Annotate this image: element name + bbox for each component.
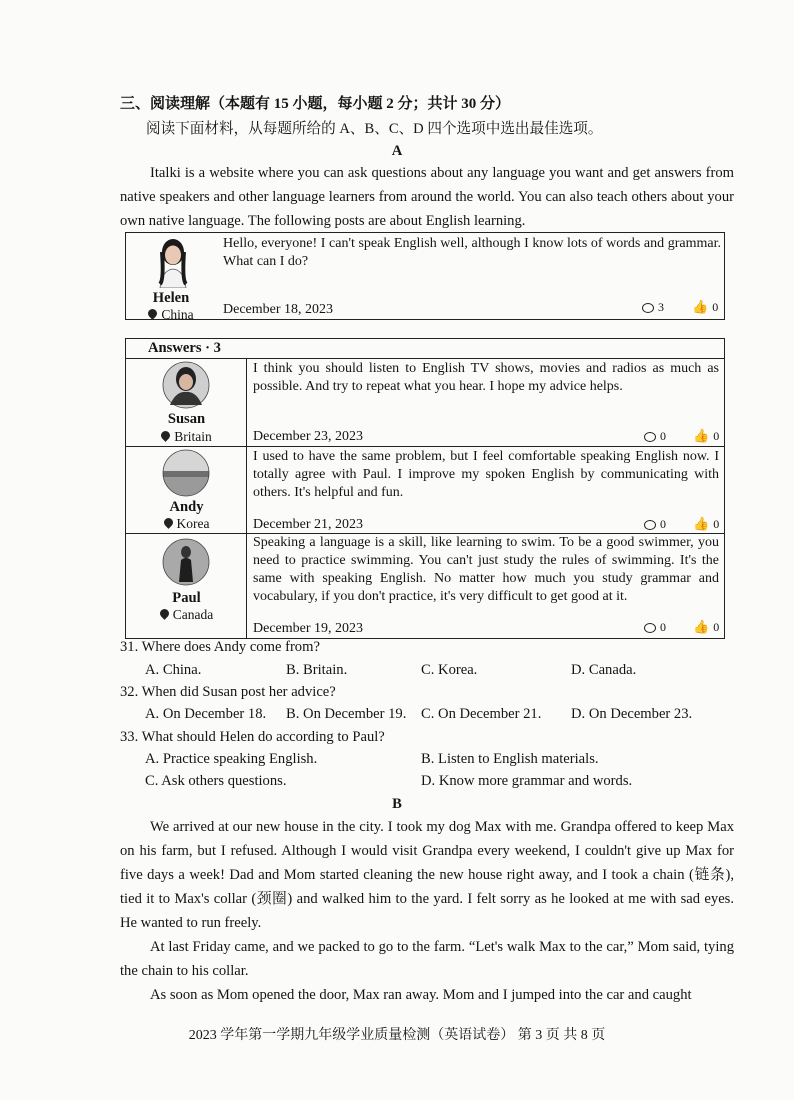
susan-location (126, 429, 247, 445)
susan-answer-date: December 23, 2023 (253, 429, 364, 444)
passage-b-paragraph: We arrived at our new house in the city. I took my dog Max with me. Grandpa offered to keep Max on his farm, but I refused. Although I would visit Grandpa every weekend, I couldn't give up Max for five days a week! Dad and Mom started cleaning the new house right away, and I took a chain (链条), tied it to Max's collar (颈圈) and walked him to the yard. I felt sorry as he looked at me with sad eyes. He wanted to run freely. (120, 819, 734, 931)
andy-location (126, 516, 247, 532)
andy-name: Andy (169, 499, 204, 515)
passage-b-body (120, 815, 734, 1007)
answers-header: Answers · 3 (126, 339, 724, 359)
paul-like-count: 0 (713, 619, 720, 634)
helen-comment-count: 3 (658, 300, 664, 314)
andy-answer-text: I used to have the same problem, but I feel comfortable speaking English now. I totally agree with Paul. I improve my spoken English by communicating with others. It's helpful and fun. (253, 449, 719, 500)
comment-bubble-icon (644, 520, 656, 530)
susan-comment-count: 0 (660, 429, 666, 443)
answer-row-paul (126, 534, 724, 638)
susan-like-count: 0 (713, 428, 720, 443)
susan-answer-text: I think you should listen to English TV shows, movies and radios as much as possible. And try to repeat what you hear. I hope my advice helps. (253, 361, 719, 394)
location-pin-icon (147, 307, 160, 320)
q33-option-c[interactable]: C. Ask others questions. (145, 773, 287, 789)
section-instruction: 阅读下面材料，从每题所给的 A、B、C、D 四个选项中选出最佳选项。 (146, 121, 603, 137)
answers-table (125, 338, 725, 639)
passage-b-paragraph: At last Friday came, and we packed to go to the farm. “Let's walk Max to the car,” Mom said, tying the chain to his collar. (120, 939, 734, 979)
susan-likes[interactable] (693, 428, 719, 444)
paul-location-text: Canada (172, 607, 214, 622)
q32-option-d[interactable]: D. On December 23. (571, 706, 693, 722)
comment-bubble-icon (644, 432, 656, 442)
andy-answer-date: December 21, 2023 (253, 517, 364, 532)
helen-comments[interactable] (642, 300, 664, 315)
helen-like-count: 0 (712, 299, 719, 314)
andy-avatar (162, 449, 210, 497)
helen-avatar (150, 236, 196, 288)
q32-option-a[interactable]: A. On December 18. (145, 706, 267, 722)
thumbs-up-icon: 👍 (693, 619, 710, 634)
q31-option-c[interactable]: C. Korea. (421, 662, 478, 678)
susan-comments[interactable] (644, 429, 666, 444)
location-pin-icon (158, 607, 171, 620)
andy-comment-count: 0 (660, 517, 666, 531)
question-33: 33. What should Helen do according to Paul? (120, 729, 385, 745)
section-title: 三、阅读理解（本题有 15 小题，每小题 2 分；共计 30 分） (120, 96, 511, 112)
helen-location-text: China (161, 307, 194, 322)
location-pin-icon (159, 429, 172, 442)
thumbs-up-icon: 👍 (693, 428, 710, 443)
question-31: 31. Where does Andy come from? (120, 639, 320, 655)
andy-likes[interactable] (693, 516, 719, 532)
q31-option-d[interactable]: D. Canada. (571, 662, 637, 678)
question-32: 32. When did Susan post her advice? (120, 684, 336, 700)
q32-option-c[interactable]: C. On December 21. (421, 706, 542, 722)
susan-location-text: Britain (174, 429, 212, 444)
question-post (125, 232, 725, 320)
location-pin-icon (162, 516, 175, 529)
paul-comment-count: 0 (660, 620, 666, 634)
comment-bubble-icon (642, 303, 654, 313)
thumbs-up-icon: 👍 (693, 516, 710, 531)
answer-row-andy (126, 447, 724, 534)
page-footer: 2023 学年第一学期九年级学业质量检测（英语试卷） 第 3 页 共 8 页 (188, 1028, 606, 1043)
thumbs-up-icon: 👍 (692, 299, 709, 314)
andy-comments[interactable] (644, 517, 666, 532)
passage-b-paragraph: As soon as Mom opened the door, Max ran away. Mom and I jumped into the car and caught (150, 987, 692, 1003)
q32-option-b[interactable]: B. On December 19. (286, 706, 407, 722)
q31-option-a[interactable]: A. China. (145, 662, 202, 678)
intro-paragraph: Italki is a website where you can ask questions about any language you want and get answers from native speakers and other language learners from around the world. You can also teach others about your own native language. The following posts are about English learning. (120, 165, 734, 229)
q33-option-a[interactable]: A. Practice speaking English. (145, 751, 318, 767)
paul-avatar (162, 538, 210, 586)
helen-post-text: Hello, everyone! I can't speak English well, although I know lots of words and grammar. What can I do? (223, 236, 721, 269)
answer-row-susan (126, 359, 724, 447)
q33-option-d[interactable]: D. Know more grammar and words. (421, 773, 633, 789)
paul-answer-text: Speaking a language is a skill, like learning to swim. To be a good swimmer, you need to practice swimming. You can't just study the rules of swimming. It's the same with speaking English. No matter how much you study grammar and vocabulary, if you don't practice, it's very difficult to get good at it. (253, 535, 719, 604)
passage-a-intro (120, 161, 734, 233)
q31-option-b[interactable]: B. Britain. (286, 662, 348, 678)
comment-bubble-icon (644, 623, 656, 633)
susan-avatar (162, 361, 210, 409)
paul-likes[interactable] (693, 619, 719, 635)
helen-likes[interactable] (692, 299, 718, 315)
helen-location (140, 307, 202, 323)
andy-like-count: 0 (713, 516, 720, 531)
andy-location-text: Korea (176, 516, 210, 531)
passage-b-letter: B (392, 796, 402, 812)
paul-location (126, 607, 247, 623)
helen-post-date: December 18, 2023 (223, 302, 334, 317)
paul-comments[interactable] (644, 620, 666, 635)
helen-name: Helen (152, 290, 190, 306)
q33-option-b[interactable]: B. Listen to English materials. (421, 751, 599, 767)
passage-a-letter: A (391, 143, 403, 159)
susan-name: Susan (167, 411, 206, 427)
paul-name: Paul (172, 590, 201, 606)
paul-answer-date: December 19, 2023 (253, 621, 364, 636)
